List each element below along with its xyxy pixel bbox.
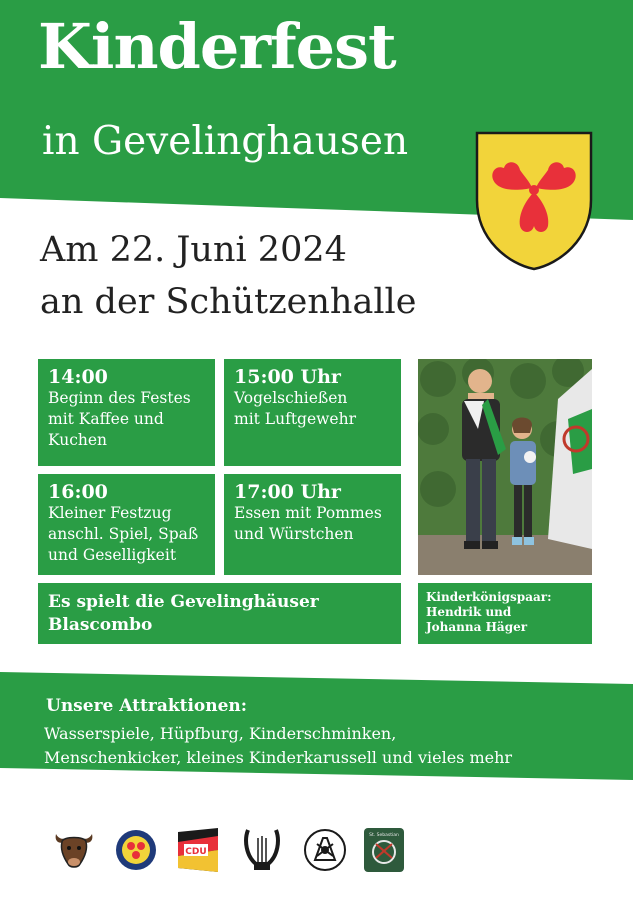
kings-box — [418, 583, 592, 644]
schedule-time: 16:00 — [48, 481, 108, 503]
attractions-title: Unsere Attraktionen: — [46, 696, 248, 716]
attractions-text: Wasserspiele, Hüpfburg, Kinderschminken, Menschenkicker, kleines Kinderkarussell und vieles mehr — [44, 724, 513, 767]
children-photo — [418, 359, 592, 575]
schedule-time: 14:00 — [48, 366, 108, 388]
schedule-desc: Essen mit Pommes und Würstchen — [234, 504, 382, 543]
schedule-time: 15:00 Uhr — [234, 366, 341, 388]
poster-subtitle: in Gevelinghausen — [42, 119, 409, 164]
kings-label: Kinderkönigspaar: — [426, 590, 552, 604]
schuetzen-logo-icon — [362, 826, 406, 874]
cdu-text: CDU — [185, 847, 207, 857]
coat-of-arms-icon — [474, 130, 594, 272]
fire-brigade-logo-icon — [303, 826, 347, 874]
bull-logo-icon — [52, 826, 96, 874]
band-box — [38, 583, 401, 644]
sportfreunde-logo-icon — [114, 826, 158, 874]
kings-names: Hendrik und Johanna Häger — [426, 605, 528, 634]
schuetzen-text: St. Sebastian — [369, 833, 399, 838]
lyre-logo-icon — [240, 826, 284, 874]
cdu-logo-icon — [176, 826, 220, 874]
band-text: Es spielt die Gevelinghäuser Blascombo — [48, 592, 319, 635]
schedule-desc: Kleiner Festzug anschl. Spiel, Spaß und Geselligkeit — [48, 504, 199, 564]
schedule-box — [38, 474, 215, 575]
schedule-box — [224, 359, 401, 466]
schedule-box — [224, 474, 401, 575]
schedule-box — [38, 359, 215, 466]
schedule-time: 17:00 Uhr — [234, 481, 341, 503]
schedule-desc: Beginn des Festes mit Kaffee und Kuchen — [48, 389, 191, 449]
event-place: an der Schützenhalle — [40, 282, 417, 322]
poster-title: Kinderfest — [38, 10, 396, 83]
schedule-desc: Vogelschießen mit Luftgewehr — [234, 389, 356, 428]
event-date: Am 22. Juni 2024 — [40, 230, 347, 270]
